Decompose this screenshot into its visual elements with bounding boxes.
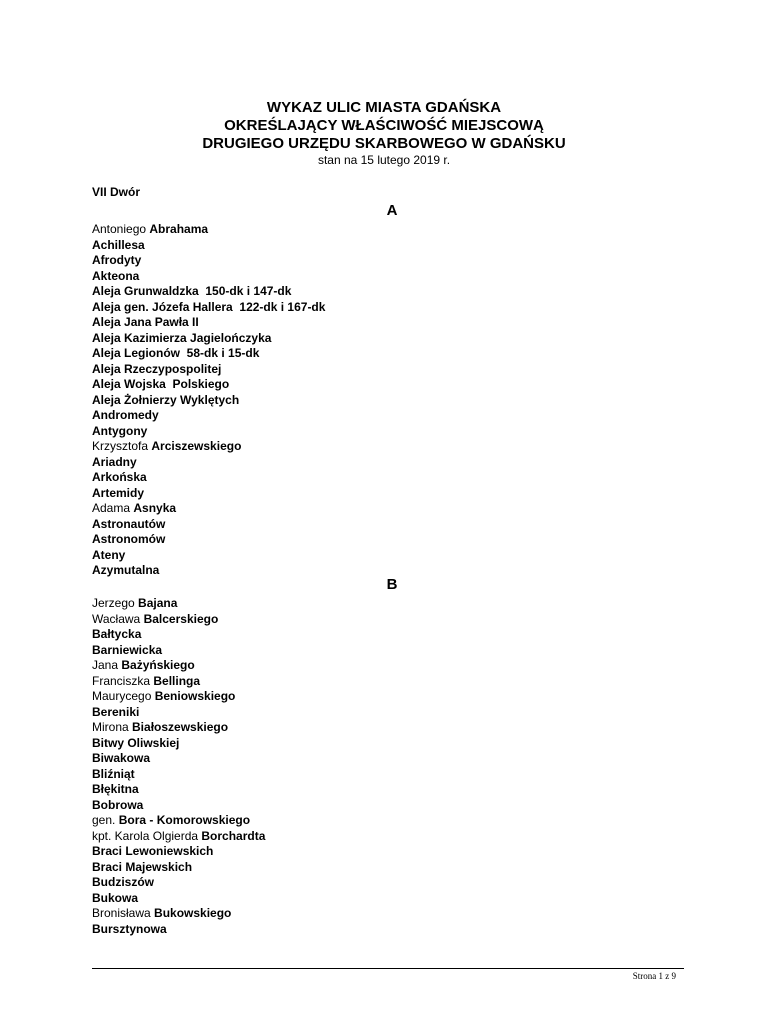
street-name: Arciszewskiego: [151, 439, 242, 453]
street-entry: [92, 875, 692, 891]
street-name: Aleja Jana Pawła II: [92, 315, 199, 329]
street-entry: [92, 486, 692, 502]
street-entry: [92, 238, 692, 254]
street-entry: [92, 906, 692, 922]
street-name: Bursztynowa: [92, 921, 167, 936]
section-letter-a: A: [386, 202, 398, 219]
street-name: Bukowa: [92, 890, 139, 905]
date-subtitle: stan na 15 lutego 2019 r.: [317, 153, 451, 167]
street-entry: [92, 596, 692, 612]
street-entry: [92, 674, 692, 690]
street-name: Achillesa: [92, 237, 145, 252]
street-patron-name: gen.: [92, 813, 119, 827]
section-a: [92, 203, 692, 579]
street-patron-name: Wacława: [92, 611, 144, 626]
street-entry: [92, 517, 692, 533]
street-list-b: [92, 596, 692, 937]
street-name: Afrodyty: [92, 253, 142, 267]
street-name: Bitwy Oliwskiej: [92, 735, 180, 750]
street-list-a: [92, 222, 692, 579]
street-name: Antygony: [92, 423, 148, 438]
street-entry: [92, 658, 692, 674]
street-name: Aleja Żołnierzy Wyklętych: [92, 392, 240, 407]
street-name: Aleja Legionów 58-dk i 15-dk: [92, 346, 260, 360]
street-patron-name: Bronisława: [92, 906, 155, 920]
street-name: Astronomów: [92, 532, 166, 546]
street-entry: [92, 782, 692, 798]
street-name: Aleja Grunwaldzka 150-dk i 147-dk: [92, 284, 292, 298]
street-entry: [92, 284, 692, 300]
street-entry: [92, 627, 692, 643]
street-entry: [92, 798, 692, 814]
street-entry: [92, 689, 692, 705]
street-name: Błękitna: [92, 782, 139, 796]
street-entry: [92, 362, 692, 378]
street-entry: [92, 269, 692, 285]
street-name: Akteona: [92, 268, 140, 283]
street-name: Balcerskiego: [143, 611, 219, 626]
street-entry: [92, 844, 692, 860]
street-name: Bajana: [138, 596, 178, 610]
street-entry: [92, 346, 692, 362]
street-entry: [92, 222, 692, 238]
street-patron-name: Maurycego: [92, 689, 155, 703]
street-entry: [92, 408, 692, 424]
street-name: Białoszewskiego: [132, 720, 229, 734]
street-patron-name: Antoniego: [92, 222, 150, 236]
street-name: Bereniki: [92, 704, 140, 719]
district-heading: VII Dwór: [92, 185, 141, 199]
street-name: Abrahama: [149, 222, 209, 236]
street-entry: [92, 705, 692, 721]
street-patron-name: Adama: [92, 501, 134, 515]
page-number: Strona 1 z 9: [632, 971, 676, 981]
street-name: Astronautów: [92, 516, 166, 531]
street-name: Aleja Rzeczypospolitej: [92, 361, 222, 376]
street-name: Braci Majewskich: [92, 859, 193, 874]
street-name: Beniowskiego: [154, 689, 236, 703]
street-entry: [92, 548, 692, 564]
street-name: Bobrowa: [92, 797, 144, 812]
title-line-1: WYKAZ ULIC MIASTA GDAŃSKA: [266, 99, 502, 116]
street-name: Azymutalna: [92, 563, 160, 577]
street-name: Asnyka: [133, 501, 177, 515]
street-name: Aleja Wojska Polskiego: [92, 377, 230, 391]
street-patron-name: kpt. Karola Olgierda: [92, 828, 202, 843]
street-entry: [92, 470, 692, 486]
street-name: Bora - Komorowskiego: [118, 813, 251, 827]
street-entry: [92, 424, 692, 440]
street-entry: [92, 813, 692, 829]
street-entry: [92, 455, 692, 471]
section-letter-b: B: [386, 576, 398, 593]
street-entry: [92, 829, 692, 845]
street-name: Bellinga: [153, 673, 201, 688]
street-entry: [92, 439, 692, 455]
street-entry: [92, 736, 692, 752]
street-entry: [92, 331, 692, 347]
street-entry: [92, 377, 692, 393]
street-name: Aleja Kazimierza Jagielończyka: [92, 330, 272, 345]
document-header: [0, 99, 768, 167]
street-name: Bliźniąt: [92, 766, 135, 781]
title-line-3: DRUGIEGO URZĘDU SKARBOWEGO W GDAŃSKU: [202, 135, 566, 152]
street-patron-name: Mirona: [92, 720, 133, 734]
footer-divider: [92, 968, 684, 969]
title-line-2: OKREŚLAJĄCY WŁAŚCIWOŚĆ MIEJSCOWĄ: [224, 117, 544, 134]
street-entry: [92, 643, 692, 659]
street-entry: [92, 253, 692, 269]
street-name: Bażyńskiego: [121, 658, 195, 672]
street-entry: [92, 720, 692, 736]
street-entry: [92, 393, 692, 409]
section-b: [92, 577, 692, 937]
street-name: Aleja gen. Józefa Hallera 122-dk i 167-dk: [92, 299, 326, 314]
street-entry: [92, 532, 692, 548]
street-patron-name: Franciszka: [92, 673, 154, 688]
street-entry: [92, 891, 692, 907]
street-name: Artemidy: [92, 485, 145, 500]
street-entry: [92, 922, 692, 938]
street-name: Arkońska: [92, 470, 147, 484]
street-entry: [92, 612, 692, 628]
street-entry: [92, 767, 692, 783]
street-name: Budziszów: [92, 875, 154, 889]
street-name: Bałtycka: [92, 627, 142, 641]
street-entry: [92, 315, 692, 331]
street-name: Bukowskiego: [154, 906, 232, 920]
street-name: Andromedy: [92, 408, 159, 422]
street-entry: [92, 300, 692, 316]
street-name: Braci Lewoniewskich: [92, 844, 214, 858]
street-entry: [92, 860, 692, 876]
street-patron-name: Jana: [92, 658, 122, 672]
street-entry: [92, 501, 692, 517]
street-name: Ateny: [92, 547, 126, 562]
street-name: Borchardta: [201, 828, 266, 843]
street-entry: [92, 751, 692, 767]
street-patron-name: Krzysztofa: [92, 439, 152, 453]
street-name: Biwakowa: [92, 751, 151, 765]
street-name: Ariadny: [92, 454, 137, 469]
street-patron-name: Jerzego: [92, 596, 139, 610]
street-name: Barniewicka: [92, 642, 163, 657]
